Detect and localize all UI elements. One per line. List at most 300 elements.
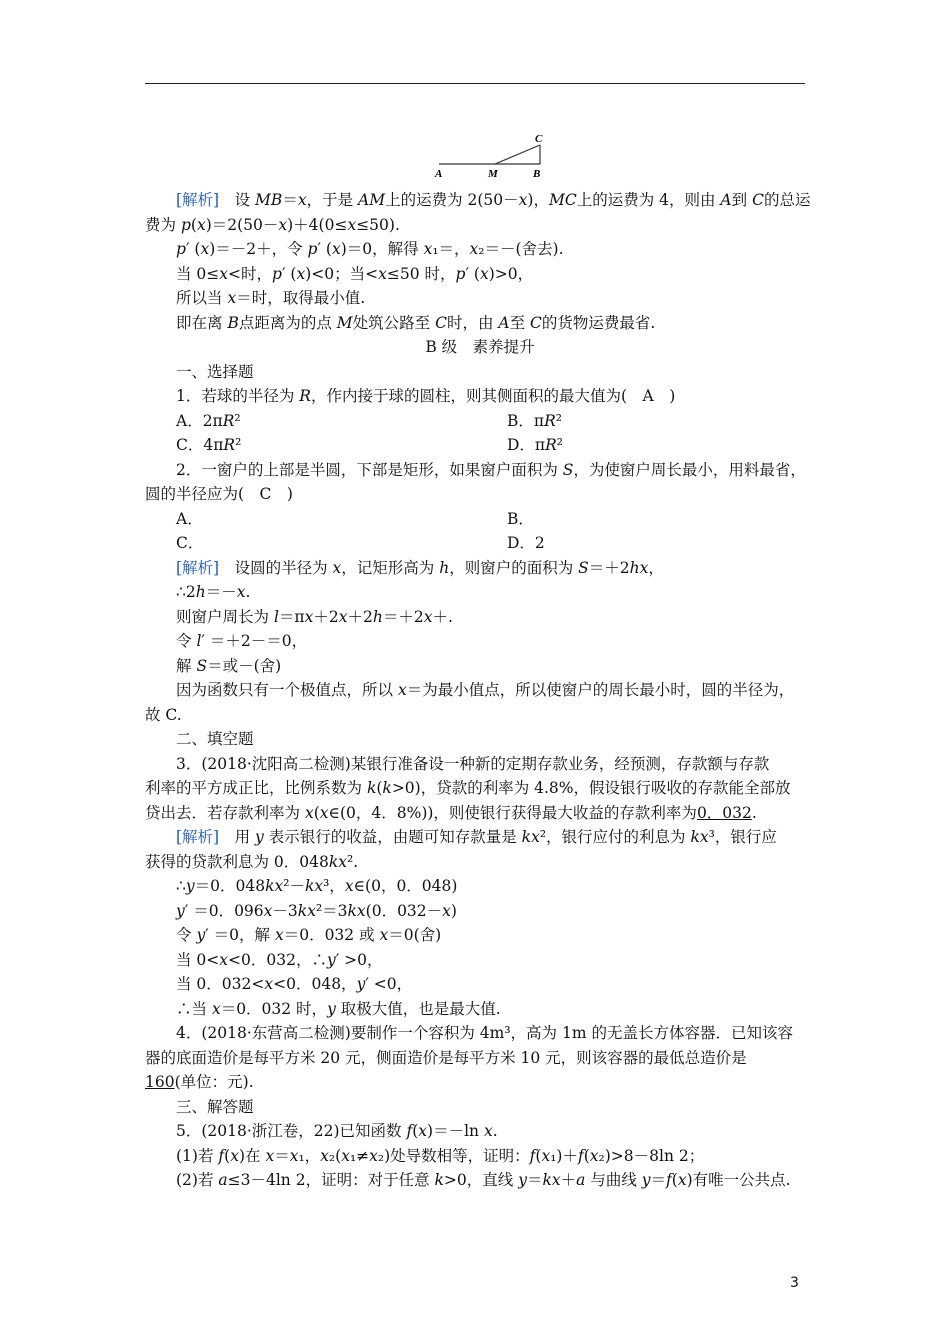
text-run: (单位：元). bbox=[174, 1073, 254, 1091]
text-run: x bbox=[297, 191, 307, 209]
text-run: (2)若 bbox=[176, 1171, 219, 1189]
text-line bbox=[145, 1046, 815, 1071]
text-line bbox=[145, 1119, 815, 1144]
text-run: ＝＋2 bbox=[588, 558, 630, 577]
text-run: 的总运 bbox=[763, 191, 811, 209]
text-run: p bbox=[180, 215, 191, 234]
text-run: D．2 bbox=[507, 534, 545, 552]
text-run: x bbox=[347, 215, 357, 234]
text-run: ( bbox=[224, 1146, 231, 1165]
text-run: y bbox=[185, 877, 195, 895]
text-run: <0．032，∴ bbox=[228, 950, 327, 969]
text-run: ＝0．048 bbox=[194, 877, 266, 895]
text-run: ＋2 bbox=[313, 607, 339, 626]
text-run: x bbox=[379, 926, 389, 944]
text-run: ＝时，取得最小值. bbox=[236, 289, 366, 307]
text-run: 设圆的半径为 bbox=[219, 558, 333, 577]
text-run: ²－ bbox=[283, 877, 305, 895]
text-line bbox=[145, 703, 815, 728]
text-run: 三、解答题 bbox=[176, 1097, 254, 1116]
text-run: y bbox=[518, 1171, 527, 1189]
text-run: ∴ bbox=[176, 877, 186, 895]
text-run: ²，银行应付的利息为 bbox=[539, 828, 691, 846]
text-run: R bbox=[222, 411, 235, 430]
text-line bbox=[145, 433, 815, 458]
option-right bbox=[507, 409, 562, 434]
text-line bbox=[145, 850, 815, 875]
text-run: ≤50). bbox=[356, 215, 400, 234]
text-line bbox=[145, 1021, 815, 1046]
text-run: )＋4(0≤ bbox=[287, 215, 348, 234]
text-run: p bbox=[176, 240, 186, 258]
text-run: ′ ＝0．096 bbox=[184, 901, 264, 920]
segment-mc bbox=[495, 145, 540, 164]
text-run: )在 bbox=[238, 1146, 266, 1165]
text-run: 当 0．032< bbox=[176, 975, 265, 993]
document-body bbox=[145, 188, 815, 1193]
text-run: 时，由 bbox=[446, 313, 499, 332]
text-run: ₁≠ bbox=[349, 1146, 370, 1165]
text-run: C． bbox=[176, 534, 204, 552]
text-run: (0．032－ bbox=[365, 901, 443, 920]
text-line bbox=[145, 580, 815, 605]
text-run: x bbox=[200, 240, 210, 258]
text-run: ＝－ bbox=[205, 583, 237, 601]
text-run: ∴2 bbox=[176, 583, 196, 601]
text-run: x bbox=[263, 901, 273, 920]
text-run: k bbox=[382, 779, 392, 797]
text-run: 设 bbox=[219, 191, 256, 209]
text-run: ( bbox=[671, 1171, 678, 1189]
text-run: ＝＋2 bbox=[382, 607, 424, 626]
text-run: ＝或－(舍) bbox=[207, 656, 282, 675]
text-run: 因为函数只有一个极值点，所以 bbox=[176, 681, 398, 699]
text-run: x bbox=[196, 215, 206, 234]
text-run: ∈(0，0．048) bbox=[353, 877, 458, 895]
text-run: x bbox=[320, 1146, 329, 1165]
text-run: ′ >0， bbox=[335, 950, 383, 969]
page-number: 3 bbox=[790, 1275, 799, 1291]
text-run: )＝2(50－ bbox=[205, 215, 279, 234]
text-run: R bbox=[223, 436, 236, 454]
text-run: ( bbox=[376, 779, 383, 797]
text-run: >0，直线 bbox=[443, 1171, 519, 1189]
text-run: C．4π bbox=[176, 436, 224, 454]
text-run: l bbox=[273, 607, 279, 626]
text-run: <时， bbox=[228, 264, 273, 283]
text-run: ( bbox=[412, 1122, 419, 1140]
text-run: ′ ( bbox=[185, 240, 201, 258]
text-run: ＝为最小值点，所以使窗户的周长最小时，圆的半径为， bbox=[406, 681, 795, 699]
text-run: 至 bbox=[509, 313, 531, 332]
text-run: x bbox=[518, 191, 528, 209]
text-run: y bbox=[356, 975, 366, 993]
option-right bbox=[507, 531, 545, 556]
text-run: ≤3－4ln 2，证明：对于任意 bbox=[227, 1171, 435, 1189]
text-run: S bbox=[196, 656, 208, 675]
text-run: ′ <0， bbox=[365, 975, 413, 993]
text-run: kx bbox=[690, 828, 709, 846]
text-line bbox=[145, 1070, 815, 1095]
text-run: h bbox=[195, 583, 206, 601]
header-rule bbox=[145, 83, 805, 84]
text-run: x bbox=[289, 1146, 299, 1165]
text-run: x bbox=[378, 264, 387, 283]
analysis-tag: [解析] bbox=[176, 191, 220, 209]
text-run: x bbox=[397, 681, 407, 699]
text-run: ＝π bbox=[278, 607, 305, 626]
text-run: h bbox=[439, 558, 450, 577]
text-line bbox=[145, 899, 815, 924]
text-line bbox=[145, 262, 815, 287]
text-run: AM bbox=[358, 191, 386, 209]
text-run: . bbox=[751, 803, 757, 822]
text-run: x bbox=[219, 950, 229, 969]
option-right bbox=[507, 433, 563, 458]
text-run: ＝0(舍) bbox=[388, 926, 442, 944]
text-line bbox=[145, 972, 815, 997]
text-run: 用 bbox=[219, 828, 256, 846]
text-run: p bbox=[272, 264, 282, 283]
text-line bbox=[145, 458, 815, 483]
text-run: 处筑公路至 bbox=[352, 313, 436, 332]
text-run: ≤50 时， bbox=[386, 264, 456, 283]
text-run: x bbox=[304, 607, 314, 626]
text-run: ₂( bbox=[328, 1146, 342, 1165]
text-run: ² bbox=[555, 411, 562, 430]
text-run: x bbox=[338, 607, 348, 626]
analysis-tag: [解析] bbox=[176, 828, 220, 846]
text-run: ＝ bbox=[526, 1171, 543, 1189]
text-run: ＝ bbox=[650, 1171, 667, 1189]
text-run: x bbox=[344, 877, 354, 895]
text-run: ，作内接于球的圆柱，则其侧面积的最大值为( A ) bbox=[310, 387, 676, 405]
text-run: ₁， bbox=[298, 1146, 321, 1165]
text-run: x bbox=[423, 607, 433, 626]
text-run: . bbox=[245, 583, 251, 601]
text-run: )＝－2＋，令 bbox=[209, 240, 308, 258]
text-run: MB bbox=[255, 191, 283, 209]
text-run: 上的运费为 2(50－ bbox=[385, 191, 519, 209]
text-run: D．π bbox=[507, 436, 546, 454]
text-run: l bbox=[196, 632, 202, 650]
text-line bbox=[145, 629, 815, 654]
text-line bbox=[145, 507, 815, 532]
text-run: 当 0≤ bbox=[176, 264, 220, 283]
text-run: f bbox=[577, 1146, 584, 1165]
text-run: C bbox=[530, 313, 542, 332]
text-run: R bbox=[545, 436, 557, 454]
text-run: y bbox=[196, 926, 206, 944]
text-run: )＝－ln bbox=[427, 1122, 484, 1140]
text-run: B．π bbox=[507, 411, 545, 430]
text-run: ³，银行应 bbox=[708, 828, 777, 846]
text-run: ²＝3 bbox=[315, 901, 348, 920]
text-run: ′ ＝＋2－＝0， bbox=[201, 632, 308, 650]
text-run: x bbox=[677, 1171, 687, 1189]
text-run: ＋ bbox=[560, 1171, 577, 1189]
text-run: 获得的贷款利息为 0．048 bbox=[145, 852, 329, 871]
text-run: 表示银行的收益，由题可知存款量是 bbox=[263, 828, 522, 846]
text-run: x bbox=[219, 264, 229, 283]
text-run: ₂)处导数相等，证明： bbox=[377, 1146, 530, 1165]
text-run: A bbox=[498, 313, 510, 332]
text-run: x bbox=[331, 240, 341, 258]
text-run: x bbox=[469, 240, 479, 258]
text-run: ＝0．032 时， bbox=[220, 999, 328, 1018]
text-line bbox=[145, 531, 815, 556]
text-run: ³， bbox=[323, 877, 345, 895]
text-run: 二、填空题 bbox=[176, 730, 254, 748]
text-run: hx bbox=[629, 558, 649, 577]
text-run: )， bbox=[527, 191, 549, 209]
label-m: M bbox=[488, 168, 498, 180]
text-run: 3．(2018·沈阳高二检测)某银行准备设一种新的定期存款业务，经预测，存款额与存款 bbox=[176, 754, 770, 773]
text-line bbox=[145, 1144, 815, 1169]
text-run: <0．048， bbox=[273, 975, 357, 993]
text-run: 令 bbox=[176, 632, 197, 650]
text-run: ( bbox=[583, 1146, 590, 1165]
text-run: 1．若球的半径为 bbox=[176, 387, 300, 405]
text-run: f bbox=[529, 1146, 536, 1165]
text-run: y bbox=[641, 1171, 651, 1189]
text-line bbox=[145, 997, 815, 1022]
text-run: x bbox=[265, 1146, 275, 1165]
text-run: kx bbox=[328, 852, 348, 871]
text-line bbox=[145, 409, 815, 434]
text-run: 取极大值，也是最大值. bbox=[335, 999, 501, 1018]
text-line bbox=[145, 948, 815, 973]
text-run: x bbox=[423, 240, 433, 258]
option-left bbox=[176, 507, 507, 532]
text-run: y bbox=[176, 901, 185, 920]
text-run: 令 bbox=[176, 926, 197, 944]
text-line bbox=[145, 776, 815, 801]
text-run: 与曲线 bbox=[585, 1171, 642, 1189]
text-line bbox=[145, 360, 815, 385]
text-run: a bbox=[218, 1171, 228, 1189]
text-run: k bbox=[366, 779, 377, 797]
text-run: x bbox=[479, 264, 489, 283]
text-line bbox=[145, 678, 815, 703]
text-run: x bbox=[227, 289, 237, 307]
text-run: R bbox=[299, 387, 311, 405]
text-run: 所以当 bbox=[176, 289, 228, 307]
text-line bbox=[145, 482, 815, 507]
text-run: ，则窗户的面积为 bbox=[449, 558, 579, 577]
text-run: ² bbox=[556, 436, 564, 454]
text-run: 费为 bbox=[145, 215, 181, 234]
text-run: f bbox=[406, 1122, 413, 1140]
text-run: x bbox=[332, 558, 342, 577]
text-run: x bbox=[418, 1122, 428, 1140]
text-run: 器的底面造价是每平方米 20 元，侧面造价是每平方米 10 元，则该容器的最低总造价是 bbox=[145, 1048, 747, 1067]
text-run: ∈(0，4．8%))，则使银行获得最大收益的存款利率为 bbox=[328, 803, 697, 822]
text-run: 上的运费为 4，则由 bbox=[576, 191, 721, 209]
text-run: S bbox=[562, 460, 574, 479]
text-run: ( bbox=[313, 803, 320, 822]
text-run: 故 C. bbox=[145, 705, 182, 724]
option-right bbox=[507, 507, 534, 532]
text-run: 解 bbox=[176, 656, 197, 675]
text-run: ′ ＝0，解 bbox=[205, 926, 275, 944]
text-run: p bbox=[307, 240, 318, 258]
text-run: ， bbox=[648, 558, 664, 577]
text-run: ，于是 bbox=[306, 191, 359, 209]
text-line bbox=[145, 923, 815, 948]
text-run: x bbox=[278, 215, 288, 234]
text-run: ( bbox=[190, 215, 197, 234]
text-run: x bbox=[230, 1146, 239, 1165]
text-run: )有唯一公共点. bbox=[686, 1171, 791, 1189]
text-run: B 级 素养提升 bbox=[425, 338, 535, 356]
text-run: C bbox=[435, 313, 447, 332]
text-run: x bbox=[369, 1146, 378, 1165]
text-run: S bbox=[578, 558, 589, 577]
text-run: x bbox=[319, 803, 329, 822]
text-run: ₂＝－(舍去). bbox=[478, 240, 564, 258]
text-run: kx bbox=[542, 1171, 561, 1189]
text-line bbox=[145, 654, 815, 679]
text-run: x bbox=[211, 999, 221, 1018]
text-run: x bbox=[264, 975, 274, 993]
text-run: x bbox=[296, 264, 306, 283]
option-left bbox=[176, 531, 507, 556]
text-run: ₁)＋ bbox=[550, 1146, 578, 1165]
text-run: f bbox=[666, 1171, 672, 1189]
text-line bbox=[145, 1168, 815, 1193]
answer-text: 0．032 bbox=[696, 803, 752, 822]
text-run: ＝ bbox=[282, 191, 298, 209]
text-run: x bbox=[541, 1146, 551, 1165]
text-run: 点距离为的点 bbox=[238, 313, 337, 332]
text-run: A．2π bbox=[176, 411, 223, 430]
text-run: )＝0，解得 bbox=[340, 240, 424, 258]
label-b: B bbox=[533, 168, 541, 180]
text-line bbox=[145, 335, 815, 360]
text-run: ² bbox=[235, 436, 242, 454]
text-line bbox=[145, 556, 815, 581]
label-c: C bbox=[535, 133, 543, 145]
text-run: ∴当 bbox=[176, 999, 212, 1018]
text-run: ′ ( bbox=[281, 264, 297, 283]
text-run: R bbox=[544, 411, 556, 430]
text-run: kx bbox=[347, 901, 366, 920]
triangle-figure bbox=[425, 128, 565, 180]
text-run: . bbox=[492, 1122, 498, 1140]
text-line bbox=[145, 384, 815, 409]
text-run: (1)若 bbox=[176, 1146, 219, 1165]
text-run: ₁＝， bbox=[432, 240, 470, 258]
text-run: x bbox=[483, 1122, 493, 1140]
text-run: 圆的半径应为( C ) bbox=[145, 485, 293, 503]
text-run: x bbox=[589, 1146, 599, 1165]
text-run: C bbox=[752, 191, 764, 209]
text-line bbox=[145, 213, 815, 238]
text-run: 4．(2018·东营高二检测)要制作一个容积为 4m³，高为 1m 的无盖长方体容器．已知该容 bbox=[176, 1024, 793, 1042]
option-left bbox=[176, 433, 507, 458]
answer-text: 160 bbox=[145, 1073, 175, 1091]
text-run: －3 bbox=[272, 901, 298, 920]
text-run: ，记矩形高为 bbox=[341, 558, 440, 577]
text-run: x bbox=[274, 926, 284, 944]
text-line bbox=[145, 286, 815, 311]
option-left bbox=[176, 409, 507, 434]
text-run: kx bbox=[297, 901, 316, 920]
text-run: ². bbox=[347, 852, 359, 871]
text-run: ( bbox=[535, 1146, 542, 1165]
text-run: 利率的平方成正比，比例系数为 bbox=[145, 779, 367, 797]
text-run: x bbox=[341, 1146, 350, 1165]
text-line bbox=[145, 188, 815, 213]
text-run: y bbox=[255, 828, 264, 846]
text-line bbox=[145, 1095, 815, 1120]
text-run: 则窗户周长为 bbox=[176, 607, 274, 626]
text-run: ＋2 bbox=[347, 607, 373, 626]
text-line bbox=[145, 311, 815, 336]
text-run: y bbox=[327, 999, 336, 1018]
text-run: ＋. bbox=[432, 607, 453, 626]
text-run: ₂)>8－8ln 2； bbox=[598, 1146, 705, 1165]
text-run: kx bbox=[304, 877, 324, 895]
text-run: x bbox=[236, 583, 246, 601]
text-run: M bbox=[336, 313, 353, 332]
text-run: )>0， bbox=[488, 264, 534, 283]
text-run: f bbox=[218, 1146, 225, 1165]
text-run: 当 0< bbox=[176, 950, 220, 969]
text-run: ＝0．032 或 bbox=[283, 926, 380, 944]
text-line bbox=[145, 874, 815, 899]
text-run: a bbox=[576, 1171, 586, 1189]
text-run: p bbox=[455, 264, 466, 283]
text-run: kx bbox=[265, 877, 284, 895]
text-run: ² bbox=[234, 411, 241, 430]
text-run: 2．一窗户的上部是半圆，下部是矩形，如果窗户面积为 bbox=[176, 460, 563, 479]
text-line bbox=[145, 727, 815, 752]
text-run: MC bbox=[548, 191, 577, 209]
text-run: h bbox=[372, 607, 383, 626]
label-a: A bbox=[435, 168, 443, 180]
analysis-tag: [解析] bbox=[176, 558, 220, 577]
text-line bbox=[145, 801, 815, 826]
text-run: ，为使窗户周长最小，用料最省， bbox=[573, 460, 806, 479]
text-run: x bbox=[304, 803, 314, 822]
text-run: 即在离 bbox=[176, 313, 228, 332]
text-run: )<0；当< bbox=[305, 264, 379, 283]
text-run: k bbox=[434, 1171, 444, 1189]
text-run: 一、选择题 bbox=[176, 362, 254, 381]
text-run: >0)，贷款的利率为 4.8%，假设银行吸收的存款能全部放 bbox=[391, 779, 791, 797]
text-run: ′ ( bbox=[317, 240, 332, 258]
text-run: ＝ bbox=[274, 1146, 290, 1165]
text-line bbox=[145, 825, 815, 850]
text-run: A bbox=[720, 191, 732, 209]
text-run: kx bbox=[521, 828, 540, 846]
text-run: ) bbox=[450, 901, 457, 920]
text-run: x bbox=[442, 901, 451, 920]
text-line bbox=[145, 605, 815, 630]
text-run: y bbox=[326, 950, 336, 969]
text-run: 贷出去．若存款利率为 bbox=[145, 803, 305, 822]
text-run: B． bbox=[507, 509, 534, 528]
text-run: B bbox=[227, 313, 239, 332]
text-run: 的货物运费最省. bbox=[541, 313, 656, 332]
text-run: A． bbox=[176, 509, 203, 528]
text-line bbox=[145, 237, 815, 262]
text-run: ′ ( bbox=[465, 264, 480, 283]
text-line bbox=[145, 752, 815, 777]
text-run: 5．(2018·浙江卷，22)已知函数 bbox=[176, 1122, 407, 1140]
